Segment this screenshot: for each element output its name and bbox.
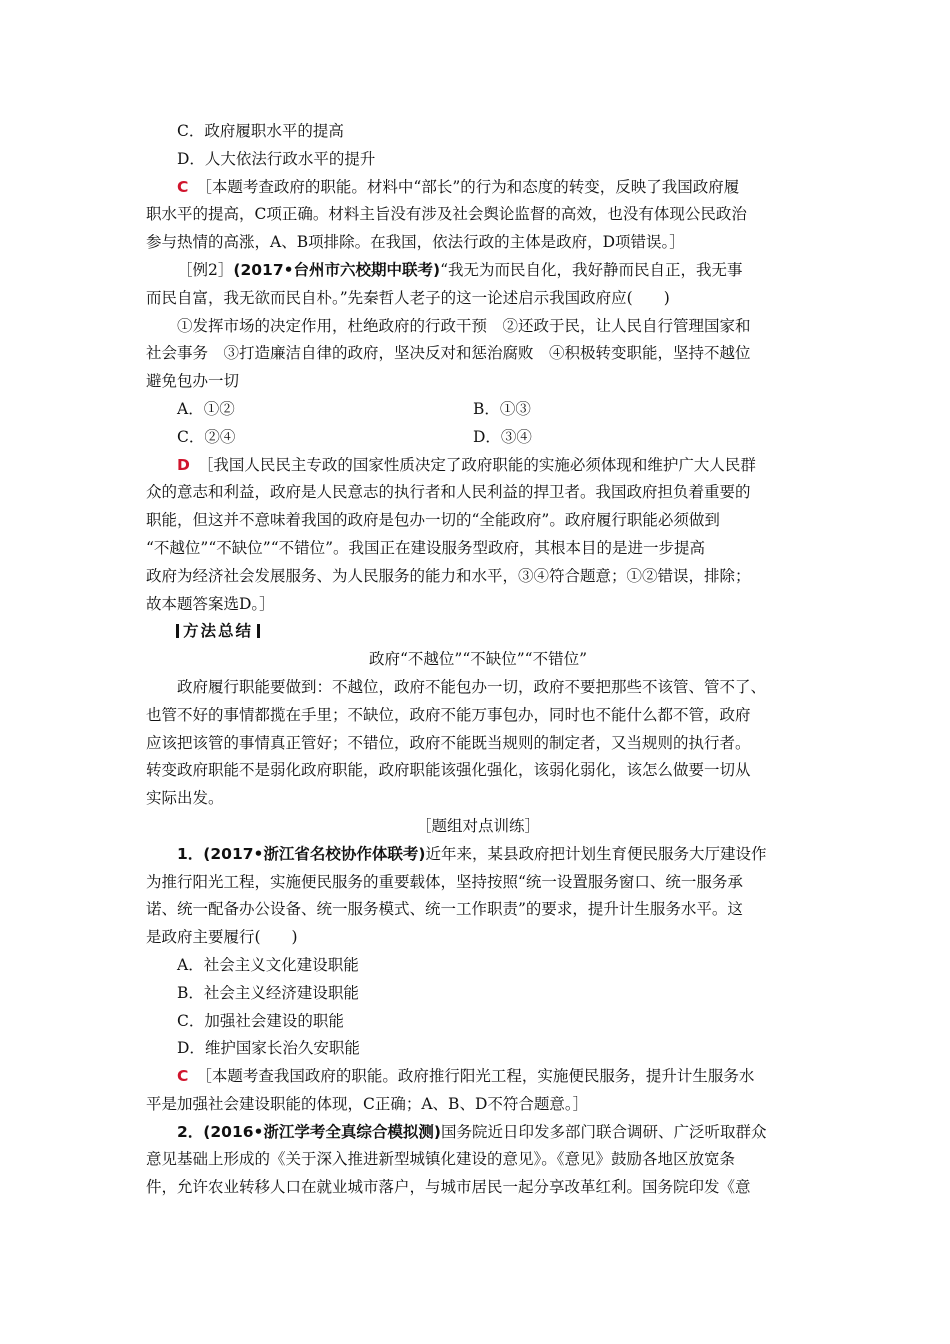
prev-option-c: C．政府履职水平的提高 <box>177 122 344 140</box>
method-body-line: 政府履行职能要做到：不越位，政府不能包办一切，政府不要把那些不该管、管不了、 <box>177 677 767 696</box>
question-2-stem: 件，允许农业转移人口在就业城市落户，与城市居民一起分享改革红利。国务院印发《意 <box>146 1178 751 1197</box>
drill-section-title: ［题组对点训练］ <box>415 816 540 835</box>
answer-letter: D <box>177 455 190 474</box>
example-2-item: 社会事务 ③打造廉洁自律的政府，坚决反对和惩治腐败 ④积极转变职能，坚持不越位 <box>146 344 751 363</box>
question-1-option: D．维护国家长治久安职能 <box>177 1039 360 1058</box>
example-2-explanation-line: 职能，但这并不意味着我国的政府是包办一切的“全能政府”。政府履行职能必须做到 <box>146 511 720 530</box>
example-2-stem: 而民自富，我无欲而民自朴。”先秦哲人老子的这一论述启示我国政府应( ) <box>146 288 670 307</box>
option-d: D．③④ <box>473 427 532 446</box>
method-body-line: 应该把该管的事情真正管好；不错位，政府不能既当规则的制定者，又当规则的执行者。 <box>146 733 751 752</box>
example-2-item: 避免包办一切 <box>146 372 240 391</box>
example-2-stem: ［例2］(2017•台州市六校期中联考)“我无为而民自化，我好静而民自正，我无事 <box>177 260 743 279</box>
document-page <box>146 118 810 1202</box>
question-source: (2016•浙江学考全真综合模拟测) <box>203 1122 442 1141</box>
answer-letter: C <box>177 177 189 196</box>
answer-letter: C <box>177 1067 189 1086</box>
question-number: 2． <box>177 1122 204 1141</box>
example-2-explanation-line: 众的意志和利益，政府是人民意志的执行者和人民利益的捍卫者。我国政府担负着重要的 <box>146 483 751 502</box>
method-summary-heading: 方法总结 <box>146 618 810 646</box>
prev-explanation-line: 职水平的提高，C项正确。材料主旨没有涉及社会舆论监督的高效，也没有体现公民政治 <box>146 205 747 224</box>
question-source: (2017•浙江省名校协作体联考) <box>203 844 426 863</box>
method-title: 政府“不越位”“不缺位”“不错位” <box>368 650 588 669</box>
question-source: (2017•台州市六校期中联考) <box>233 260 441 279</box>
example-2-item: ①发挥市场的决定作用，杜绝政府的行政干预 ②还政于民，让人民自行管理国家和 <box>177 316 751 335</box>
question-1-option: C．加强社会建设的职能 <box>177 1011 344 1030</box>
option-a: A．①② <box>177 399 235 418</box>
question-1-stem: 是政府主要履行( ) <box>146 928 298 947</box>
prev-explanation-line: 参与热情的高涨，A、B项排除。在我国，依法行政的主体是政府，D项错误。］ <box>146 233 685 252</box>
prev-explanation-line: C ［本题考查政府的职能。材料中“部长”的行为和态度的转变，反映了我国政府履 <box>177 177 740 196</box>
question-2-stem: 意见基础上形成的《关于深入推进新型城镇化建设的意见》。《意见》鼓励各地区放宽条 <box>146 1150 736 1169</box>
method-body-line: 转变政府职能不是弱化政府职能，政府职能该强化强化，该弱化弱化，该怎么做要一切从 <box>146 761 751 780</box>
example-2-explanation-line: “不越位”“不缺位”“不错位”。我国正在建设服务型政府，其根本目的是进一步提高 <box>146 538 706 557</box>
option-b: B．①③ <box>473 399 531 418</box>
example-2-options-row <box>146 424 810 452</box>
option-c: C．②④ <box>177 427 236 446</box>
question-number: 1． <box>177 844 204 863</box>
question-1-option: B．社会主义经济建设职能 <box>177 983 359 1002</box>
question-1-stem: 为推行阳光工程，实施便民服务的重要载体，坚持按照“统一设置服务窗口、统一服务承 <box>146 872 743 891</box>
heading-bar-right <box>257 624 260 638</box>
heading-bar-left <box>176 624 179 638</box>
question-1-explanation-line: 平是加强社会建设职能的体现，C正确；A、B、D不符合题意。］ <box>146 1094 589 1113</box>
question-1-explanation-line: C ［本题考查我国政府的职能。政府推行阳光工程，实施便民服务，提升计生服务水 <box>177 1067 755 1086</box>
question-1-option: A．社会主义文化建设职能 <box>177 955 359 974</box>
prev-option-d: D．人大依法行政水平的提升 <box>177 149 376 168</box>
question-2-stem: 2．(2016•浙江学考全真综合模拟测)国务院近日印发多部门联合调研、广泛听取群众 <box>177 1122 767 1141</box>
question-1-stem: 1．(2017•浙江省名校协作体联考)近年来，某县政府把计划生育便民服务大厅建设作 <box>177 844 767 863</box>
method-body-line: 实际出发。 <box>146 789 224 808</box>
example-2-explanation-line: 故本题答案选D。］ <box>146 594 275 613</box>
example-2-explanation-line: 政府为经济社会发展服务、为人民服务的能力和水平，③④符合题意；①②错误，排除； <box>146 566 751 585</box>
example-2-options-row <box>146 396 810 424</box>
question-1-stem: 诺、统一配备办公设备、统一服务模式、统一工作职责”的要求，提升计生服务水平。这 <box>146 900 743 919</box>
example-2-explanation-line: D ［我国人民民主专政的国家性质决定了政府职能的实施必须体现和维护广大人民群 <box>177 455 756 474</box>
method-body-line: 也管不好的事情都揽在手里；不缺位，政府不能万事包办，同时也不能什么都不管，政府 <box>146 705 751 724</box>
